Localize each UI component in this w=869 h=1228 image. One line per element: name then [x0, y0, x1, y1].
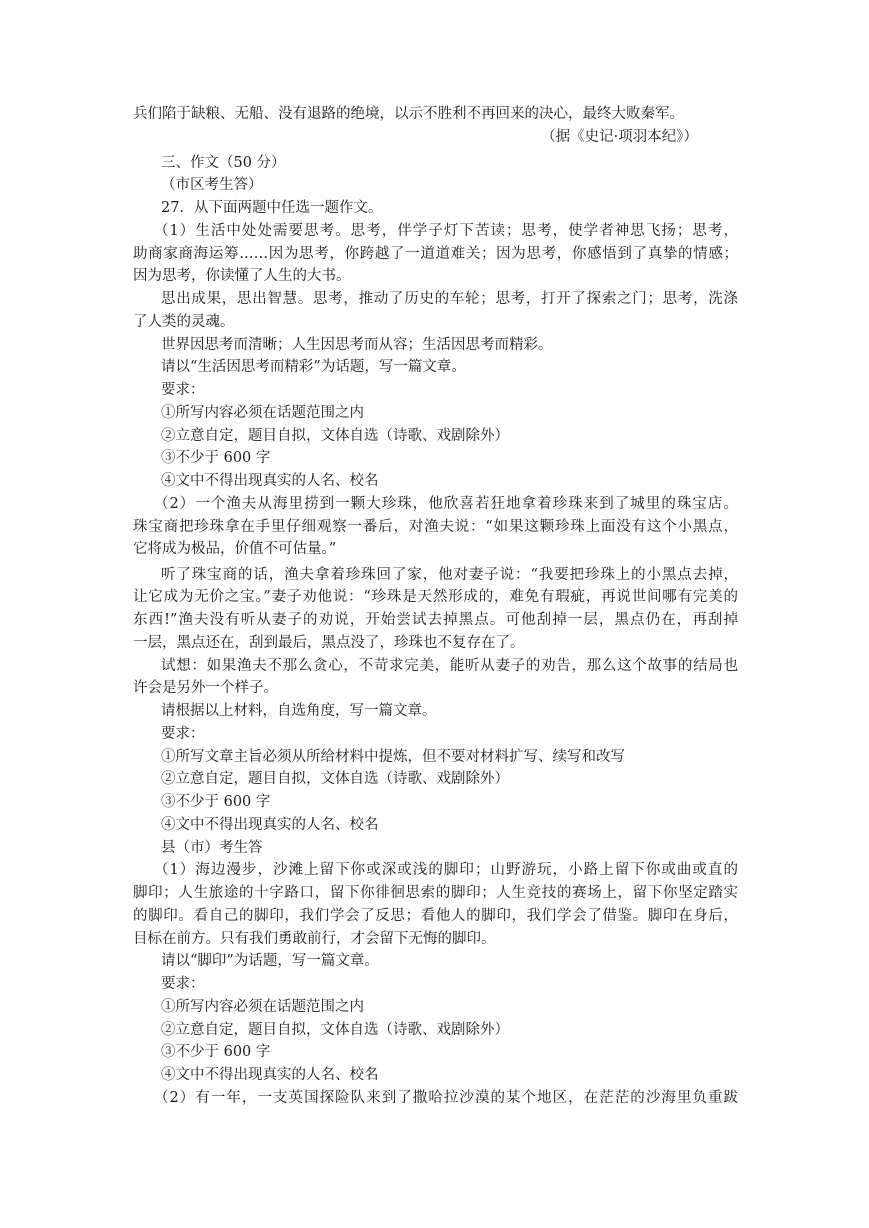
- text-line: ③不少于 600 字: [161, 450, 271, 466]
- text-line: 珠宝商把珍珠拿在手里仔细观察一番后，对渔夫说：“如果这颗珍珠上面没有这个小黑点，: [133, 519, 738, 535]
- text-line: 一层，黑点还在，刮到最后，黑点没了，珍珠也不复存在了。: [133, 635, 525, 651]
- text-line: 听了珠宝商的话，渔夫拿着珍珠回了家，他对妻子说：“我要把珍珠上的小黑点去掉，: [161, 567, 738, 583]
- text-line: 了人类的灵魂。: [133, 314, 235, 330]
- text-line: ①所写文章主旨必须从所给材料中提炼，但不要对材料扩写、续写和改写: [161, 749, 625, 765]
- text-line: 试想：如果渔夫不那么贪心，不苛求完美，能听从妻子的劝告，那么这个故事的结局也: [161, 658, 738, 674]
- section-heading: 三、作文（50 分）: [161, 155, 286, 171]
- text-line: 东西!”渔夫没有听从妻子的劝说，开始尝试去掉黑点。可他刮掉一层，黑点仍在，再刮掉: [133, 612, 738, 628]
- text-line: ③不少于 600 字: [161, 1044, 271, 1060]
- text-line: （2）有一年，一支英国探险队来到了撒哈拉沙漠的某个地区，在茫茫的沙海里负重跋: [154, 1090, 738, 1106]
- text-line: （1）生活中处处需要思考。思考，伴学子灯下苦读；思考，使学者神思飞扬；思考，: [154, 223, 738, 239]
- text-line: 请以“生活因思考而精彩”为话题，写一篇文章。: [161, 359, 466, 375]
- text-line: ①所写内容必须在话题范围之内: [161, 999, 364, 1015]
- text-line: ④文中不得出现真实的人名、校名: [161, 473, 379, 489]
- text-line: 要求：: [161, 726, 205, 742]
- text-line: 因为思考，你读懂了人生的大书。: [133, 268, 351, 284]
- question-heading: 27．从下面两题中任选一题作文。: [161, 200, 383, 216]
- text-line: 要求：: [161, 382, 205, 398]
- text-line: 脚印；人生旅途的十字路口，留下你徘徊思索的脚印；人生竞技的赛场上，留下你坚定踏实: [133, 885, 738, 901]
- text-line: ②立意自定，题目自拟，文体自选（诗歌、戏剧除外）: [161, 1022, 509, 1038]
- source-citation: （据《史记·项羽本纪》）: [541, 129, 698, 145]
- text-line: 许会是另外一个样子。: [133, 680, 278, 696]
- text-line: 思出成果，思出智慧。思考，推动了历史的车轮；思考，打开了探索之门；思考，洗涤: [161, 291, 738, 307]
- text-line: 县（市）考生答: [161, 840, 263, 856]
- text-line: 要求：: [161, 976, 205, 992]
- text-line: ②立意自定，题目自拟，文体自选（诗歌、戏剧除外）: [161, 771, 509, 787]
- text-line: （1）海边漫步，沙滩上留下你或深或浅的脚印；山野游玩，小路上留下你或曲或直的: [154, 862, 738, 878]
- text-line: （市区考生答）: [161, 177, 263, 193]
- text-line: 它将成为极品，价值不可估量。”: [133, 541, 337, 557]
- text-line: ①所写内容必须在话题范围之内: [161, 405, 364, 421]
- text-line: 的脚印。看自己的脚印，我们学会了反思；看他人的脚印，我们学会了借鉴。脚印在身后，: [133, 908, 738, 924]
- text-line: （2）一个渔夫从海里捞到一颗大珍珠，他欣喜若狂地拿着珍珠来到了城里的珠宝店。: [154, 496, 738, 512]
- text-line: ④文中不得出现真实的人名、校名: [161, 817, 379, 833]
- text-line: ②立意自定，题目自拟，文体自选（诗歌、戏剧除外）: [161, 428, 509, 444]
- text-line: 请以“脚印”为话题，写一篇文章。: [161, 953, 379, 969]
- text-line: ④文中不得出现真实的人名、校名: [161, 1067, 379, 1083]
- text-line: 目标在前方。只有我们勇敢前行，才会留下无悔的脚印。: [133, 931, 496, 947]
- text-line: ③不少于 600 字: [161, 794, 271, 810]
- text-line: 兵们陷于缺粮、无船、没有退路的绝境，以示不胜利不再回来的决心，最终大败秦军。: [133, 106, 684, 122]
- text-line: 助商家商海运筹……因为思考，你跨越了一道道难关；因为思考，你感悟到了真挚的情感；: [133, 246, 738, 262]
- text-line: 让它成为无价之宝。”妻子劝他说：“珍珠是天然形成的，难免有瑕疵，再说世间哪有完美的: [133, 589, 738, 605]
- text-line: 请根据以上材料，自选角度，写一篇文章。: [161, 703, 437, 719]
- text-line: 世界因思考而清晰；人生因思考而从容；生活因思考而精彩。: [161, 337, 553, 353]
